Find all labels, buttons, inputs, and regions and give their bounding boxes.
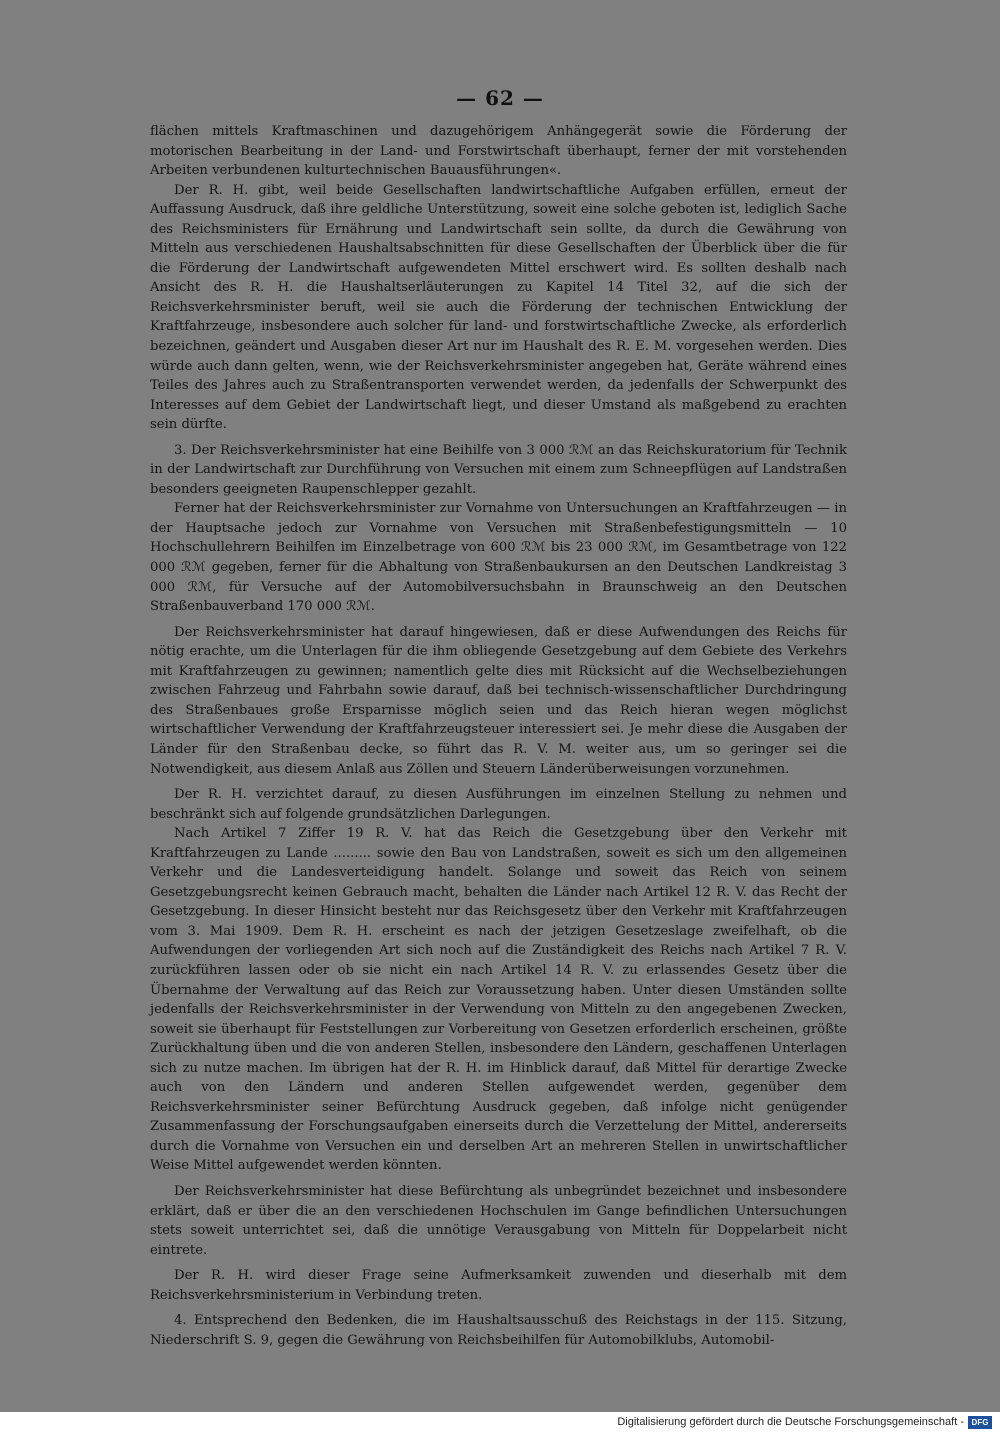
paragraph-rh-waiver: Der R. H. verzichtet darauf, zu diesen Ausführungen im einzelnen Stellung zu nehmen und beschränkt sich auf folgende grundsätzlichen Darlegungen. (150, 787, 847, 822)
paragraph-grants: Ferner hat der Reichsverkehrsminister zur Vornahme von Untersuchungen an Kraftfahrzeugen — in der Hauptsache jedoch zur Vornahme von Versuchen mit Straßenbefestigungsmitteln — 10 Hochschullehrern Beihilfen im Einzelbetrage von 600 ℛℳ bis 23 000 ℛℳ, im Gesamtbetrage von 122 000 ℛℳ gegeben, ferner für die Abhaltung von Straßenbaukursen an den Deutschen Landkreistag 3 000 ℛℳ, für Versuche auf der Automobilversuchsbahn in Braunschweig an den Deutschen Straßenbauverband 170 000 ℛℳ. (150, 501, 847, 615)
paragraph-rh-assessment: Der R. H. gibt, weil beide Gesellschaften landwirtschaftliche Aufgaben erfüllen, erneut der Auffassung Ausdruck, daß ihre geldliche Unterstützung, soweit eine solche geboten ist, lediglich Sache des Reichsministers für Ernährung und Landwirtschaft sein sollte, da durch die Gewährung von Mitteln aus verschiedenen Haushaltsabschnitten für diese Gesellschaften der Überblick über die für die Förderung der Landwirtschaft aufgewendeten Mittel erschwert wird. Es sollten deshalb nach Ansicht des R. H. die Haushaltserläuterungen zu Kapitel 14 Titel 32, auf die sich der Reichsverkehrsminister beruft, weil sie auch die Förderung der technischen Entwicklung der Kraftfahrzeuge, insbesondere auch solcher für land- und forstwirtschaftliche Zwecke, als erforderlich bezeichnen, geändert und Ausgaben dieser Art nur im Haushalt des R. E. M. vorgesehen werden. Dies würde auch dann gelten, wenn, wie der Reichsverkehrsminister angegeben hat, Geräte während eines Teiles des Jahres auch zu Straßentransporten verwendet werden, da jedenfalls der Schwerpunkt des Interesses auf dem Gebiet der Landwirtschaft liegt, und dieser Umstand als maßgebend zu erachten sein dürfte. (150, 182, 847, 433)
footer-bar (0, 1413, 1000, 1434)
paragraph-legal-basis: Nach Artikel 7 Ziffer 19 R. V. hat das Reich die Gesetzgebung über den Verkehr mit Kraftfahrzeugen zu Lande ......... sowie den Bau von Landstraßen, soweit es sich um den allgemeinen Verkehr und die Landesverteidigung handelt. Solange und soweit das Reich von seinem Gesetzgebungsrecht keinen Gebrauch macht, behalten die Länder nach Artikel 12 R. V. das Recht der Gesetzgebung. In dieser Hinsicht besteht nur das Reichsgesetz über den Verkehr mit Kraftfahrzeugen vom 3. Mai 1909. Dem R. H. erscheint es nach der jetzigen Gesetzeslage zweifelhaft, ob die Aufwendungen der vorliegenden Art sich noch auf die Zuständigkeit des Reichs nach Artikel 7 R. V. zurückführen lassen oder ob sie nicht ein nach Artikel 14 R. V. zu erlassendes Gesetz über die Übernahme der Verwaltung auf das Reich zur Voraussetzung haben. Unter diesen Umständen sollte jedenfalls der Reichsverkehrsminister in der Verwendung von Mitteln zu den angegebenen Zwecken, soweit sie überhaupt für Feststellungen zur Vorbereitung von Gesetzen erforderlich erscheinen, größte Zurückhaltung üben und die von anderen Stellen, insbesondere den Ländern, geschaffenen Unterlagen sich zu nutze machen. Im übrigen hat der R. H. im Hinblick darauf, daß Mittel für derartige Zwecke auch von den Ländern und anderen Stellen aufgewendet werden, gegenüber dem Reichsverkehrsminister seiner Befürchtung Ausdruck gegeben, daß infolge nicht genügender Zusammenfassung der Forschungsaufgaben einerseits durch die Verzettelung der Mittel, andererseits durch die Vornahme von Versuchen ein und derselben Art an mehreren Stellen in unwirtschaftlicher Weise Mittel aufgewendet werden könnten. (150, 826, 847, 1174)
paragraph-minister-response: Der Reichsverkehrsminister hat darauf hingewiesen, daß er diese Aufwendungen des Reichs für nötig erachte, um die Unterlagen für die ihm obliegende Gesetzgebung auf dem Gebiete des Verkehrs mit Kraftfahrzeugen zu gewinnen; namentlich gelte dies mit Rücksicht auf die Wechselbeziehungen zwischen Fahrzeug und Fahrbahn sowie darauf, daß bei technisch-wissenschaftlicher Durchdringung des Straßenbaues große Ersparnisse möglich seien und das Reich hieran wegen möglichst wirtschaftlicher Verwendung der Kraftfahrzeugsteuer interessiert sei. Je mehr diese die Ausgaben der Länder für den Straßenbau decke, so führt das R. V. M. weiter aus, um so geringer sei die Notwendigkeit, aus diesem Anlaß aus Zöllen und Steuern Länderüberweisungen vorzunehmen. (150, 624, 847, 777)
paragraph-minister-reply: Der Reichsverkehrsminister hat diese Befürchtung als unbegründet bezeichnet und insbesondere erklärt, daß er über die an den verschiedenen Hochschulen im Gange befindlichen Untersuchungen stets soweit unterrichtet sei, daß die unnötige Verausgabung von Mitteln für Doppelarbeit nicht eintrete. (150, 1183, 847, 1258)
paragraph-continuation: flächen mittels Kraftmaschinen und dazugehörigem Anhängegerät sowie die Förderung der motorischen Bearbeitung in der Land- und Forstwirtschaft überhaupt, ferner der mit vorstehenden Arbeiten verbundenen kulturtechnischen Bauausführungen«. (150, 124, 847, 179)
page-number: — 62 — (456, 86, 544, 110)
paragraph-rh-followup: Der R. H. wird dieser Frage seine Aufmerksamkeit zuwenden und dieserhalb mit dem Reichsverkehrsministerium in Verbindung treten. (150, 1268, 847, 1303)
footer-credit-text: Digitalisierung gefördert durch die Deutsche Forschungsgemeinschaft - (617, 1416, 964, 1428)
body-text (150, 122, 847, 1350)
paragraph-item-3: 3. Der Reichsverkehrsminister hat eine Beihilfe von 3 000 ℛℳ an das Reichskuratorium für Technik in der Landwirtschaft zur Durchführung von Versuchen mit einem zum Schneepflügen auf Landstraßen besonders geeigneten Raupenschlepper gezahlt. (150, 442, 847, 497)
paragraph-item-4: 4. Entsprechend den Bedenken, die im Haushaltsausschuß des Reichstags in der 115. Sitzung, Niederschrift S. 9, gegen die Gewährung von Reichsbeihilfen für Automobilklubs, Automobil- (150, 1313, 847, 1348)
dfg-logo-icon: DFG (968, 1416, 992, 1429)
